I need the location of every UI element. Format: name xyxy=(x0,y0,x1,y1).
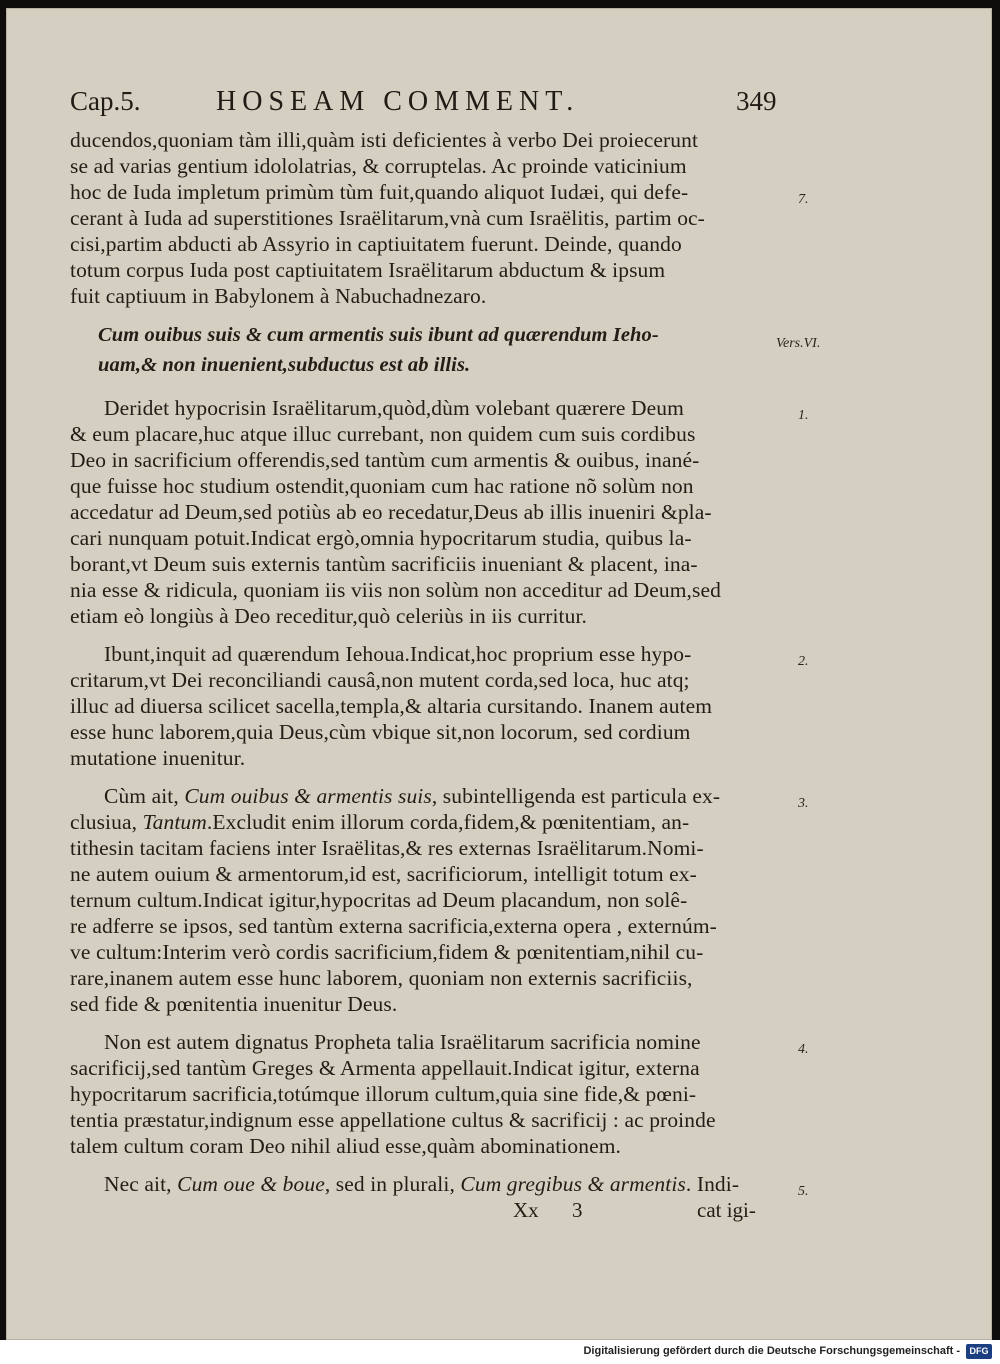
digitization-footer xyxy=(0,1340,1000,1364)
margin-note: 1. xyxy=(798,408,809,423)
margin-note: 2. xyxy=(798,654,809,669)
margin-note: 4. xyxy=(798,1042,809,1057)
text-line: Cùm ait, Cum ouibus & armentis suis, subintelligenda est particula ex- xyxy=(104,784,721,808)
catchword: cat igi- xyxy=(697,1198,756,1222)
margin-note: 5. xyxy=(798,1184,809,1199)
text-line: tithesin tacitam faciens inter Israëlitas,& res externas Israëlitarum.Nomi- xyxy=(70,836,704,860)
text-line: cisi,partim abducti ab Assyrio in captiuitatem fuerunt. Deinde, quando xyxy=(70,232,682,256)
text-line: Deo in sacrificium offerendis,sed tantùm cum armentis & ouibus, inané- xyxy=(70,448,700,472)
running-head-title: HOSEAM COMMENT. xyxy=(216,86,580,117)
text-line: tentia præstatur,indignum esse appellatione cultus & sacrificij : ac proinde xyxy=(70,1108,716,1132)
quoted-verse-line: Cum ouibus suis & cum armentis suis ibunt ad quærendum Ieho- xyxy=(98,324,659,346)
text-line: & eum placare,huc atque illuc currebant, non quidem cum suis cordibus xyxy=(70,422,696,446)
text-line: totum corpus Iuda post captiuitatem Israëlitarum abductum & ipsum xyxy=(70,258,666,282)
page-number: 349 xyxy=(736,86,777,116)
signature-mark: Xx xyxy=(513,1198,539,1222)
text-line: sed fide & pœnitentia inuenitur Deus. xyxy=(70,992,398,1016)
text-line: clusiua, Tantum.Excludit enim illorum corda,fidem,& pœnitentiam, an- xyxy=(70,810,690,834)
text-line: ve cultum:Interim verò cordis sacrificium,fidem & pœnitentiam,nihil cu- xyxy=(70,940,704,964)
text-line: se ad varias gentium idololatrias, & corruptelas. Ac proinde vaticinium xyxy=(70,154,687,178)
text-line: borant,vt Deum suis externis tantùm sacrificiis inueniant & placent, ina- xyxy=(70,552,698,576)
text-line: esse hunc laborem,quia Deus,cùm vbique sit,non locorum, sed cordium xyxy=(70,720,691,744)
text-line: ne autem ouium & armentorum,id est, sacrificiorum, intelligit totum ex- xyxy=(70,862,697,886)
text-line: illuc ad diuersa scilicet sacella,templa,& altaria cursitando. Inanem autem xyxy=(70,694,713,718)
margin-note: 7. xyxy=(798,192,809,207)
text-line: Ibunt,inquit ad quærendum Iehoua.Indicat,hoc proprium esse hypo- xyxy=(104,642,692,666)
text-line: sacrificij,sed tantùm Greges & Armenta appellauit.Indicat igitur, externa xyxy=(70,1056,700,1080)
text-line: Non est autem dignatus Propheta talia Israëlitarum sacrificia nomine xyxy=(104,1030,701,1054)
text-line: hoc de Iuda impletum primùm tùm fuit,quando aliquot Iudæi, qui defe- xyxy=(70,180,689,204)
digitization-note: Digitalisierung gefördert durch die Deutsche Forschungsgemeinschaft - xyxy=(583,1345,960,1357)
text-line: talem cultum coram Deo nihil aliud esse,quàm abominationem. xyxy=(70,1134,622,1158)
dfg-logo: DFG xyxy=(966,1344,992,1359)
margin-note: Vers.VI. xyxy=(776,336,821,351)
text-line: ducendos,quoniam tàm illi,quàm isti deficientes à verbo Dei proiecerunt xyxy=(70,128,699,152)
text-line: rare,inanem autem esse hunc laborem, quoniam non externis sacrificiis, xyxy=(70,966,693,990)
text-line: cari nunquam potuit.Indicat ergò,omnia hypocritarum studia, quibus la- xyxy=(70,526,692,550)
text-line: re adferre se ipsos, sed tantùm externa sacrificia,externa opera , externúm- xyxy=(70,914,717,938)
text-line: hypocritarum sacrificia,totúmque illorum cultum,quia sine fide,& pœni- xyxy=(70,1082,697,1106)
text-line: critarum,vt Dei reconciliandi causâ,non mutent corda,sed loca, huc atq; xyxy=(70,668,690,692)
text-line: mutatione inuenitur. xyxy=(70,746,246,770)
text-line: que fuisse hoc studium ostendit,quoniam cum hac ratione nõ solùm non xyxy=(70,474,694,498)
text-line: nia esse & ridicula, quoniam iis viis non solùm non acceditur ad Deum,sed xyxy=(70,578,721,602)
running-head-chapter: Cap.5. xyxy=(70,86,141,116)
text-line: etiam eò longiùs à Deo receditur,quò celeriùs in iis curritur. xyxy=(70,604,588,628)
text-line: Deridet hypocrisin Israëlitarum,quòd,dùm volebant quærere Deum xyxy=(104,396,684,420)
text-line: Nec ait, Cum oue & boue, sed in plurali, Cum gregibus & armentis. Indi- xyxy=(104,1172,740,1196)
text-line: accedatur ad Deum,sed potiùs ab eo recedatur,Deus ab illis inueniri &pla- xyxy=(70,500,712,524)
signature-number: 3 xyxy=(572,1198,583,1222)
text-line: fuit captiuum in Babylonem à Nabuchadnezaro. xyxy=(70,284,487,308)
margin-note: 3. xyxy=(798,796,809,811)
text-line: ternum cultum.Indicat igitur,hypocritas ad Deum placandum, non solê- xyxy=(70,888,688,912)
text-line: cerant à Iuda ad superstitiones Israëlitarum,vnà cum Israëlitis, partim oc- xyxy=(70,206,705,230)
quoted-verse-line: uam,& non inuenient,subductus est ab illis. xyxy=(98,354,471,376)
